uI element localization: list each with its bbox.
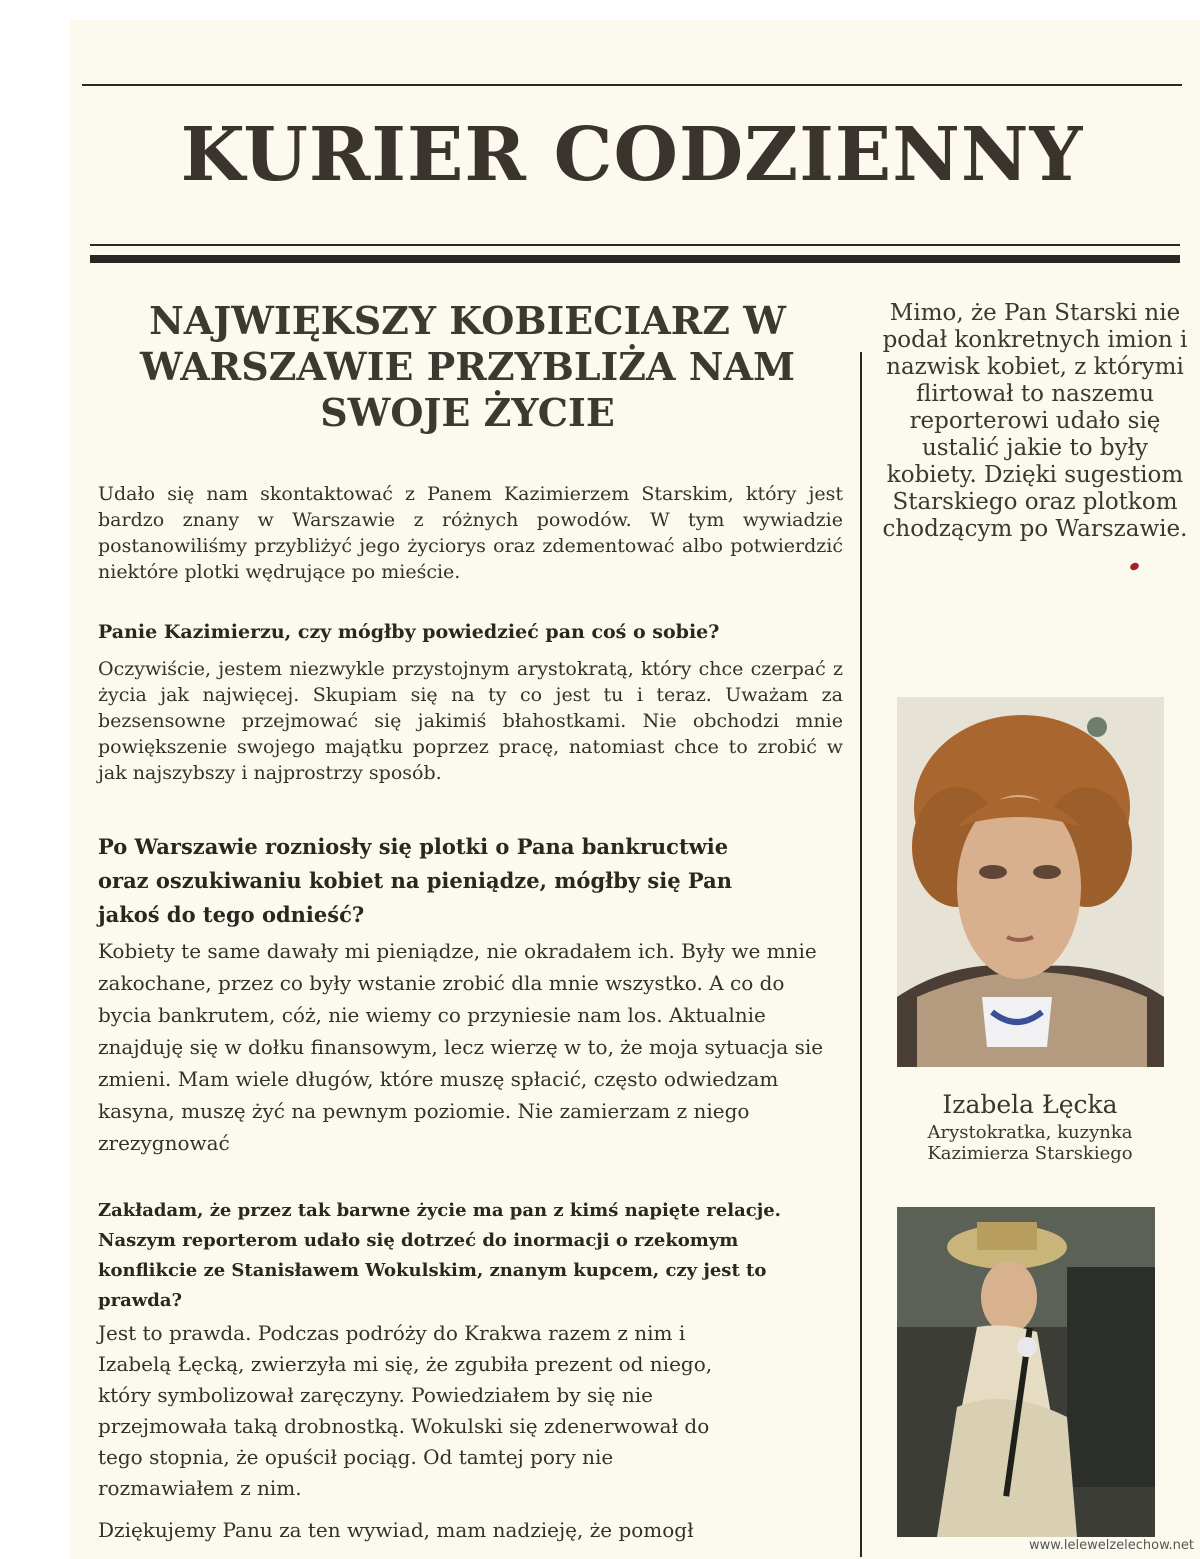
question-3: Zakładam, że przez tak barwne życie ma pan z kimś napięte relacje. Naszym reporterom udało się dotrzeć do inormacji o rzekomym konflikcie ze Stanisławem Wokulskim, znanym kupcem, czy jest to prawda?: [98, 1200, 781, 1311]
article-headline: NAJWIĘKSZY KOBIECIARZ W WARSZAWIE PRZYBLIŻA NAM SWOJE ŻYCIE: [139, 298, 796, 435]
answer-1: Oczywiście, jestem niezwykle przystojnym arystokratą, który chce czerpać z życia jak najwięcej. Skupiam się na ty co jest tu i teraz. Uważam za bezsensowne przejmować się jakimiś błahostkami. Nie obchodzi mnie powiększenie swojego majątku poprzez pracę, natomiast chce to zrobić w jak najszybszy i najprostrzy sposób.: [98, 658, 843, 784]
closing-line: Dziękujemy Panu za ten wywiad, mam nadzieję, że pomogł: [98, 1518, 694, 1542]
question-2: Po Warszawie rozniosły się plotki o Pana bankructwie oraz oszukiwaniu kobiet na pieniądze, mógłby się Pan jakoś do tego odnieść?: [98, 834, 732, 927]
masthead-title: KURIER CODZIENNY: [180, 112, 1084, 198]
film-still-illustration: [897, 1207, 1155, 1537]
portrait-illustration: [897, 697, 1164, 1067]
column-divider: [860, 352, 862, 1557]
caption-description: Arystokratka, kuzynka Kazimierza Starskiego: [927, 1122, 1133, 1164]
top-rule: [82, 84, 1182, 86]
answer-2: Kobiety te same dawały mi pieniądze, nie okradałem ich. Były we mnie zakochane, przez co były wstanie zrobić dla mnie wszystko. A co do bycia bankrutem, cóż, nie wiemy co przyniesie nam los. Aktualnie znajduję się w dołku finansowym, lecz wierzę w to, że moja sytuacja sie zmieni. Mam wiele długów, które muszę spłacić, często odwiedzam kasyna, muszę żyć na pewnym poziomie. Nie zamierzam z niego zrezygnować: [98, 939, 824, 1155]
masthead-rule-thin: [90, 244, 1180, 246]
answer-3: Jest to prawda. Podczas podróży do Krakwa razem z nim i Izabelą Łęcką, zwierzyła mi się, że zgubiła prezent od niego, który symbolizował zaręczyny. Powiedziałem by się nie przejmowała taką drobnostką. Wokulski się zdenerwował do tego stopnia, że opuścił pociąg. Od tamtej pory nie rozmawiałem z nim.: [98, 1321, 713, 1500]
masthead-rule-thick: [90, 255, 1180, 263]
film-still-photo: [897, 1207, 1155, 1537]
watermark-url: www.lelewelzelechow.net: [1029, 1538, 1194, 1553]
article-intro: Udało się nam skontaktować z Panem Kazimierzem Starskim, który jest bardzo znany w Warszawie z różnych powodów. W tym wywiadzie postanowiliśmy przybliżyć jego życiorys oraz zdementować albo potwierdzić niektóre plotki wędrujące po mieście.: [98, 483, 843, 583]
question-1: Panie Kazimierzu, czy mógłby powiedzieć pan coś o sobie?: [98, 621, 720, 643]
caption-name: Izabela Łęcka: [942, 1090, 1118, 1119]
portrait-photo: [897, 697, 1164, 1067]
sidebar-text: Mimo, że Pan Starski nie podał konkretnych imion i nazwisk kobiet, z którymi flirtował to naszemu reporterowi udało się ustalić jakie to były kobiety. Dzięki sugestiom Starskiego oraz plotkom chodzącym po Warszawie.: [882, 300, 1188, 542]
